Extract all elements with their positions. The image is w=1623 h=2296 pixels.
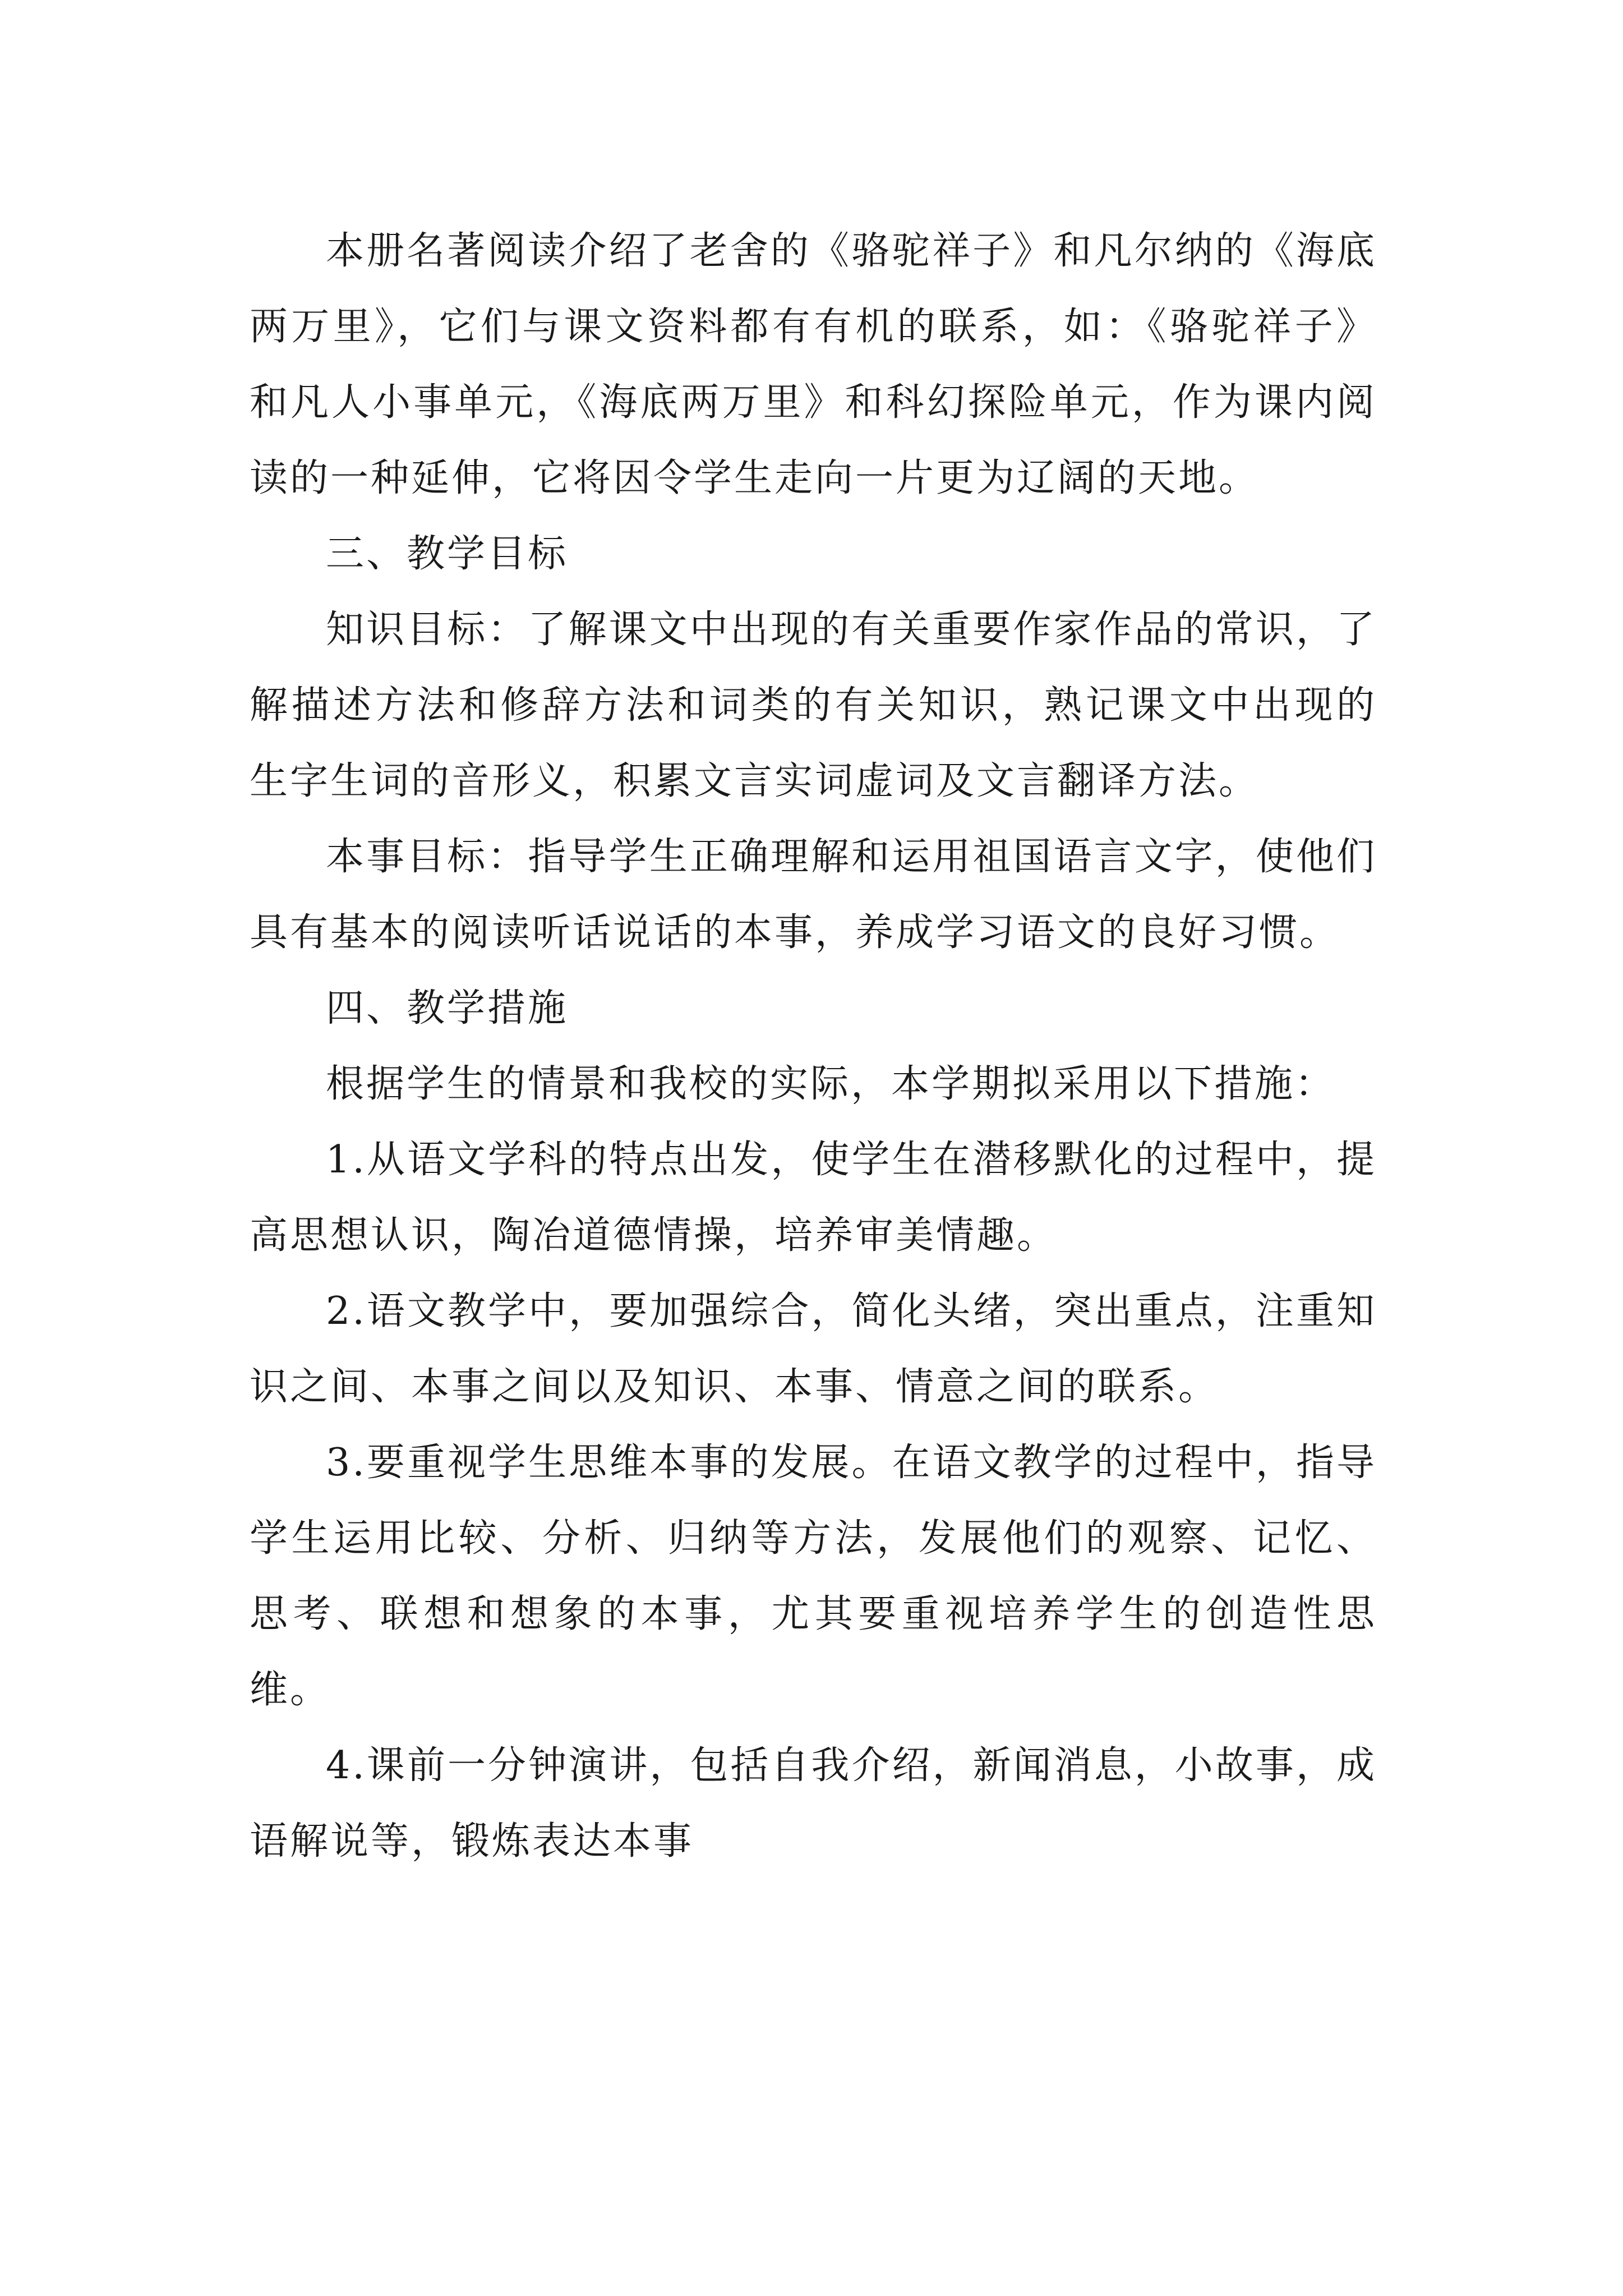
- list-item-measure-3: 3.要重视学生思维本事的发展。在语文教学的过程中，指导学生运用比较、分析、归纳等方法，发展他们的观察、记忆、思考、联想和想象的本事，尤其要重视培养学生的创造性思维。: [250, 1441, 1377, 1712]
- heading-teaching-measures: 四、教学措施: [326, 986, 569, 1030]
- paragraph-knowledge-goal: 知识目标：了解课文中出现的有关重要作家作品的常识，了解描述方法和修辞方法和词类的有关知识，熟记课文中出现的生字生词的音形义，积累文言实词虚词及文言翻译方法。: [250, 608, 1377, 803]
- list-item-measure-2: 2.语文教学中，要加强综合，简化头绪，突出重点，注重知识之间、本事之间以及知识、本事、情意之间的联系。: [250, 1289, 1377, 1409]
- list-item-measure-1: 1.从语文学科的特点出发，使学生在潜移默化的过程中，提高思想认识，陶冶道德情操，培养审美情趣。: [250, 1138, 1377, 1258]
- heading-teaching-goals: 三、教学目标: [326, 532, 569, 576]
- paragraph-skill-goal: 本事目标：指导学生正确理解和运用祖国语言文字，使他们具有基本的阅读听话说话的本事，养成学习语文的良好习惯。: [250, 835, 1377, 955]
- paragraph-reading-intro: 本册名著阅读介绍了老舍的《骆驼祥子》和凡尔纳的《海底两万里》，它们与课文资料都有有机的联系，如：《骆驼祥子》和凡人小事单元，《海底两万里》和科幻探险单元，作为课内阅读的一种延伸，它将因令学生走向一片更为辽阔的天地。: [250, 229, 1377, 500]
- document-body: [250, 213, 1377, 1879]
- list-item-measure-4: 4.课前一分钟演讲，包括自我介绍，新闻消息，小故事，成语解说等，锻炼表达本事: [250, 1743, 1377, 1864]
- paragraph-measures-intro: 根据学生的情景和我校的实际，本学期拟采用以下措施：: [326, 1062, 1336, 1106]
